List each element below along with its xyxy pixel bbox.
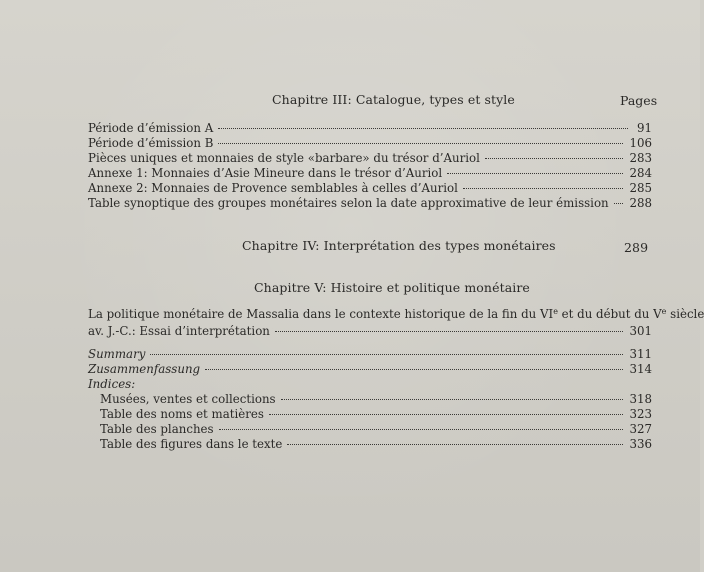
toc-entry-page: 288 (629, 196, 652, 210)
toc-row (88, 324, 652, 339)
toc-entry-page: 106 (629, 136, 652, 150)
toc-entry-page: 301 (629, 324, 652, 338)
toc-entry-page: 283 (629, 151, 652, 165)
toc-row (100, 407, 652, 422)
chapter-4-title: Chapitre IV: Interprétation des types monétaires (242, 238, 556, 253)
toc-row (100, 392, 652, 407)
superscript: e (661, 307, 667, 316)
toc-entry-label: Annexe 1: Monnaies d’Asie Mineure dans le trésor d’Auriol (88, 166, 443, 180)
toc-entry-page: 91 (636, 121, 652, 135)
toc-entry-page: 318 (629, 392, 652, 406)
toc-entry-label: Table synoptique des groupes monétaires selon la date approximative de leur émission (88, 196, 609, 210)
pages-column-label: Pages (620, 93, 658, 108)
back-matter (88, 347, 652, 392)
toc-entry-page: 311 (629, 347, 652, 361)
dot-leader (269, 414, 624, 415)
toc-entry-label: Période d’émission B (88, 136, 214, 150)
toc-entry-label: Musées, ventes et collections (100, 392, 276, 406)
chapter-5-title: Chapitre V: Histoire et politique monétaire (254, 280, 530, 295)
dot-leader (287, 444, 623, 445)
indices-entries (100, 392, 652, 452)
para-text: siècle (666, 307, 704, 321)
toc-entry-label: Annexe 2: Monnaies de Provence semblables à celles d’Auriol (88, 181, 458, 195)
toc-entry-page: 323 (629, 407, 652, 421)
dot-leader (205, 369, 623, 370)
toc-entry-page: 327 (629, 422, 652, 436)
toc-entry-label: Zusammenfassung (88, 362, 201, 376)
toc-row (88, 196, 652, 211)
dot-leader (150, 354, 623, 355)
toc-entry-label: Table des noms et matières (100, 407, 264, 421)
toc-row (88, 347, 652, 362)
para-text: et du début du V (557, 307, 662, 321)
toc-entry-label: Pièces uniques et monnaies de style «barbare» du trésor d’Auriol (88, 151, 480, 165)
chapter-4-page: 289 (624, 240, 649, 255)
dot-leader (614, 203, 624, 204)
dot-leader (218, 143, 623, 144)
toc-row (100, 422, 652, 437)
chapter-5-paragraph-line-1 (88, 307, 704, 321)
toc-entry-label: Table des planches (100, 422, 214, 436)
dot-leader (281, 399, 624, 400)
toc-entry-label: Summary (88, 347, 146, 361)
toc-entry-page: 284 (629, 166, 652, 180)
toc-row (88, 362, 652, 377)
toc-row (88, 377, 652, 392)
toc-entry-page: 336 (629, 437, 652, 451)
toc-entry-label: Période d’émission A (88, 121, 214, 135)
dot-leader (218, 128, 628, 129)
toc-entry-label: Table des figures dans le texte (100, 437, 283, 451)
indices-label: Indices: (88, 377, 136, 391)
toc-row (88, 181, 652, 196)
toc-row (88, 166, 652, 181)
dot-leader (275, 331, 624, 332)
dot-leader (463, 188, 624, 189)
toc-row (100, 437, 652, 452)
toc-row (88, 121, 652, 136)
dot-leader (485, 158, 624, 159)
toc-row (88, 136, 652, 151)
chapter-5-paragraph-line-2 (88, 324, 652, 339)
toc-entry-page: 285 (629, 181, 652, 195)
chapter-3-entries (88, 121, 652, 211)
dot-leader (219, 429, 624, 430)
para-text: La politique monétaire de Massalia dans le contexte historique de la fin du VI (88, 307, 554, 321)
toc-row (88, 151, 652, 166)
superscript: e (553, 307, 558, 316)
toc-entry-label: av. J.-C.: Essai d’interprétation (88, 324, 270, 338)
toc-entry-page: 314 (629, 362, 652, 376)
chapter-3-title: Chapitre III: Catalogue, types et style (272, 92, 515, 107)
dot-leader (447, 173, 623, 174)
